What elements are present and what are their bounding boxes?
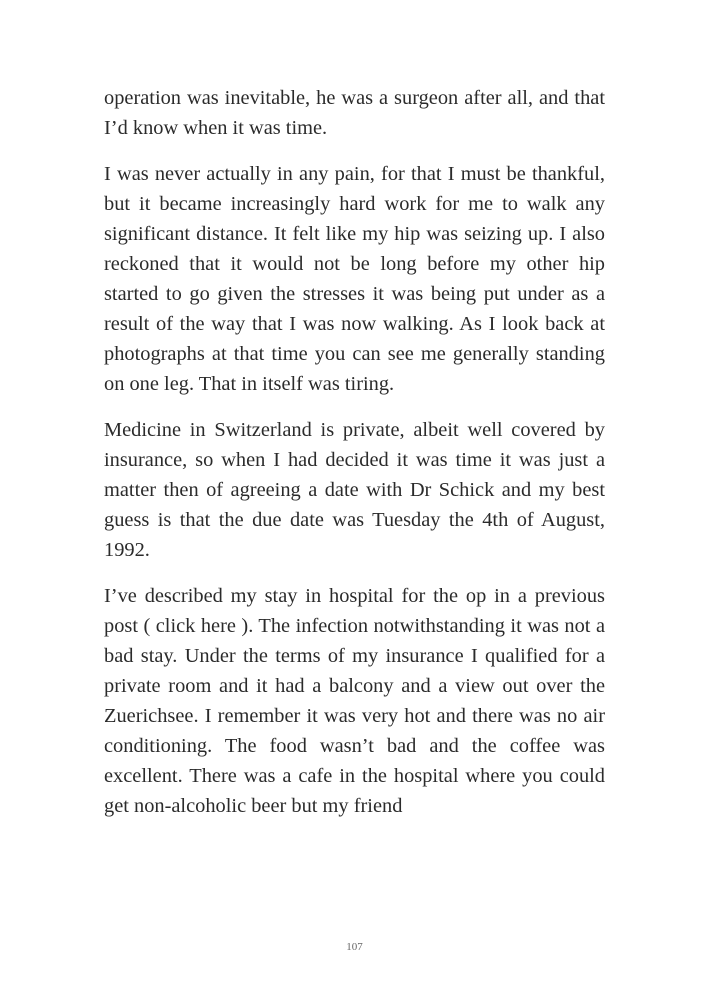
paragraph-operation: operation was inevitable, he was a surgeon after all, and that I’d know when it was time.: [104, 87, 605, 139]
paragraph-hospital-stay: I’ve described my stay in hospital for the op in a previous post ( click here ). The infection notwithstanding it was not a bad stay. Under the terms of my insurance I qualified for a private room and it had a balcony and a view out over the Zuerichsee. I remember it was very hot and there was no air conditioning. The food wasn’t bad and the coffee was excellent. There was a cafe in the hospital where you could get non-alcoholic beer but my friend: [104, 585, 605, 817]
page-body: [104, 83, 605, 837]
page-number: 107: [346, 941, 363, 953]
paragraph-medicine: Medicine in Switzerland is private, albeit well covered by insurance, so when I had decided it was time it was just a matter then of agreeing a date with Dr Schick and my best guess is that the due date was Tuesday the 4th of August, 1992.: [104, 419, 605, 561]
paragraph-pain: I was never actually in any pain, for that I must be thankful, but it became increasingly hard work for me to walk any significant distance. It felt like my hip was seizing up. I also reckoned that it would not be long before my other hip started to go given the stresses it was being put under as a result of the way that I was now walking. As I look back at photographs at that time you can see me generally standing on one leg. That in itself was tiring.: [104, 163, 605, 395]
